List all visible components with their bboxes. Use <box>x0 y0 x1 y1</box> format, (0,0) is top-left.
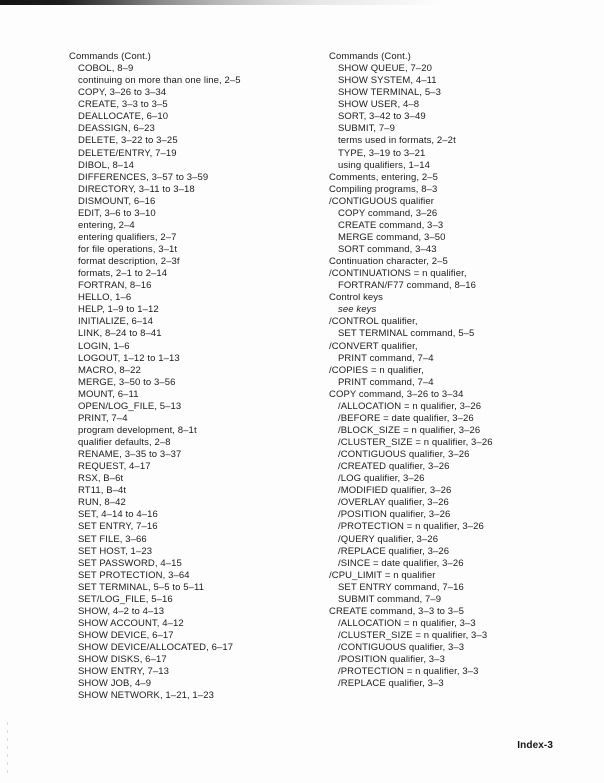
index-entry: /POSITION qualifier, 3–26 <box>338 509 451 521</box>
index-entry: /ALLOCATION = n qualifier, 3–26 <box>338 400 482 412</box>
index-entry: INITIALIZE, 6–14 <box>78 316 153 328</box>
index-entry: /COPIES = n qualifier, <box>329 364 424 376</box>
index-entry: /CLUSTER_SIZE = n qualifier, 3–26 <box>338 437 493 448</box>
index-entry: EDIT, 3–6 to 3–10 <box>78 207 156 219</box>
index-entry: DISMOUNT, 6–16 <box>78 195 156 207</box>
index-entry: SUBMIT command, 7–9 <box>338 593 442 605</box>
index-entry: CREATE, 3–3 to 3–5 <box>78 99 168 111</box>
index-entry: SHOW, 4–2 to 4–13 <box>78 605 165 617</box>
index-entry: SHOW TERMINAL, 5–3 <box>338 87 441 99</box>
index-entry: DIFFERENCES, 3–57 to 3–59 <box>78 171 209 183</box>
index-entry: /CLUSTER_SIZE = n qualifier, 3–3 <box>338 630 488 641</box>
index-entry: /POSITION qualifier, 3–3 <box>338 654 445 666</box>
index-entry: TYPE, 3–19 to 3–21 <box>338 147 426 159</box>
index-entry: entering, 2–4 <box>78 219 135 231</box>
index-entry: DEASSIGN, 6–23 <box>78 123 155 135</box>
index-entry: using qualifiers, 1–14 <box>338 159 430 171</box>
index-entry: SHOW SYSTEM, 4–11 <box>338 75 437 87</box>
index-entry: CREATE command, 3–3 <box>338 219 444 231</box>
index-entry: /CONVERT qualifier, <box>329 340 418 352</box>
index-entry: RT11, B–4t <box>78 485 127 497</box>
index-entry: SHOW USER, 4–8 <box>338 99 420 111</box>
index-entry: Compiling programs, 8–3 <box>329 183 438 195</box>
index-entry: HELP, 1–9 to 1–12 <box>78 304 159 316</box>
index-entry: SHOW JOB, 4–9 <box>78 678 152 690</box>
index-entry: PRINT, 7–4 <box>78 412 128 424</box>
index-entry: entering qualifiers, 2–7 <box>78 231 177 243</box>
index-entry: SUBMIT, 7–9 <box>338 123 396 135</box>
index-entry: /CONTIGUOUS qualifier, 3–3 <box>338 642 465 654</box>
index-entry: SHOW DEVICE/ALLOCATED, 6–17 <box>78 642 234 654</box>
index-entry: /ALLOCATION = n qualifier, 3–3 <box>338 617 476 629</box>
index-entry: program development, 8–1t <box>78 424 197 436</box>
index-entry: MOUNT, 6–11 <box>78 388 139 400</box>
index-entry: SET HOST, 1–23 <box>78 545 153 557</box>
index-entry: HELLO, 1–6 <box>78 292 132 304</box>
index-entry: Commands (Cont.) <box>69 51 151 62</box>
index-entry: SET TERMINAL, 5–5 to 5–11 <box>78 581 205 593</box>
index-entry: MERGE, 3–50 to 3–56 <box>78 376 176 388</box>
index-entry: /REPLACE qualifier, 3–26 <box>338 545 450 557</box>
index-entry: SORT, 3–42 to 3–49 <box>338 111 426 123</box>
index-entry: PRINT command, 7–4 <box>338 352 434 364</box>
index-entry: SHOW NETWORK, 1–21, 1–23 <box>78 690 214 702</box>
index-entry: COPY command, 3–26 to 3–34 <box>329 388 464 400</box>
index-entry: CREATE command, 3–3 to 3–5 <box>329 605 464 617</box>
index-entry: SET PASSWORD, 4–15 <box>78 557 182 569</box>
index-entry: LINK, 8–24 to 8–41 <box>78 328 162 340</box>
index-entry: /CREATED qualifier, 3–26 <box>338 461 450 473</box>
index-entry: /CONTROL qualifier, <box>329 316 418 328</box>
index-entry: RSX, B–6t <box>78 473 124 485</box>
index-entry: /SINCE = date qualifier, 3–26 <box>338 557 464 569</box>
index-entry: SHOW QUEUE, 7–20 <box>338 63 432 75</box>
index-entry: RUN, 8–42 <box>78 497 126 509</box>
index-entry: SET TERMINAL command, 5–5 <box>338 328 475 340</box>
index-entry: DELETE, 3–22 to 3–25 <box>78 135 178 147</box>
index-entry: SHOW DISKS, 6–17 <box>78 654 167 666</box>
index-entry: SHOW ENTRY, 7–13 <box>78 666 170 678</box>
index-entry: PRINT command, 7–4 <box>338 376 434 388</box>
index-entry: continuing on more than one line, 2–5 <box>78 75 241 87</box>
index-entry: /CONTIGUOUS qualifier <box>329 195 435 207</box>
index-entry: DIBOL, 8–14 <box>78 159 135 171</box>
index-entry: Commands (Cont.) <box>329 51 411 62</box>
index-entry: see keys <box>338 304 377 316</box>
index-entry: /PROTECTION = n qualifier, 3–3 <box>338 666 479 678</box>
index-entry: LOGIN, 1–6 <box>78 340 130 352</box>
index-entry: /PROTECTION = n qualifier, 3–26 <box>338 521 484 533</box>
index-entry: /MODIFIED qualifier, 3–26 <box>338 485 452 497</box>
index-entry: formats, 2–1 to 2–14 <box>78 268 168 280</box>
index-entry: SET FILE, 3–66 <box>78 533 147 545</box>
index-entry: /QUERY qualifier, 3–26 <box>338 533 439 545</box>
index-entry: format description, 2–3f <box>78 256 180 268</box>
index-entry: Control keys <box>329 292 383 304</box>
index-entry: /OVERLAY qualifier, 3–26 <box>338 497 449 509</box>
index-entry: MERGE command, 3–50 <box>338 231 446 243</box>
index-entry: COPY, 3–26 to 3–34 <box>78 87 167 99</box>
index-entry: OPEN/LOG_FILE, 5–13 <box>78 400 182 412</box>
index-entry: RENAME, 3–35 to 3–37 <box>78 449 182 461</box>
index-entry: SET PROTECTION, 3–64 <box>78 569 190 581</box>
index-entry: /BLOCK_SIZE = n qualifier, 3–26 <box>338 424 481 436</box>
index-entry: MACRO, 8–22 <box>78 364 141 376</box>
index-entry: SHOW ACCOUNT, 4–12 <box>78 617 184 629</box>
index-entry: DELETE/ENTRY, 7–19 <box>78 147 177 159</box>
index-entry: SET/LOG_FILE, 5–16 <box>78 593 173 605</box>
index-entry: /LOG qualifier, 3–26 <box>338 473 425 485</box>
index-entry: DEALLOCATE, 6–10 <box>78 111 169 123</box>
index-entry: qualifier defaults, 2–8 <box>78 437 171 448</box>
index-entry: COBOL, 8–9 <box>78 63 134 75</box>
index-entry: SET ENTRY, 7–16 <box>78 521 158 533</box>
index-entry: LOGOUT, 1–12 to 1–13 <box>78 352 180 364</box>
index-entry: /BEFORE = date qualifier, 3–26 <box>338 412 474 424</box>
index-entry: COPY command, 3–26 <box>338 207 438 219</box>
index-entry: SORT command, 3–43 <box>338 244 437 255</box>
index-entry: SET ENTRY command, 7–16 <box>338 581 464 593</box>
index-entry: /CONTINUATIONS = n qualifier, <box>329 268 467 280</box>
scan-artifact-left-edge <box>7 722 8 777</box>
index-entry: for file operations, 3–1t <box>78 244 178 255</box>
index-entry: /CPU_LIMIT = n qualifier <box>329 569 436 581</box>
index-entry: DIRECTORY, 3–11 to 3–18 <box>78 183 195 195</box>
index-entry: Comments, entering, 2–5 <box>329 171 438 183</box>
index-column-right <box>329 51 585 690</box>
scan-artifact-top <box>0 0 445 5</box>
index-column-left <box>69 51 325 702</box>
index-entry: /CONTIGUOUS qualifier, 3–26 <box>338 449 470 461</box>
index-entry: terms used in formats, 2–2t <box>338 135 456 147</box>
index-entry: Continuation character, 2–5 <box>329 256 448 268</box>
page-number: Index-3 <box>517 740 553 751</box>
index-entry: FORTRAN/F77 command, 8–16 <box>338 280 477 292</box>
index-entry: SET, 4–14 to 4–16 <box>78 509 158 521</box>
index-entry: /REPLACE qualifier, 3–3 <box>338 678 444 690</box>
index-entry: FORTRAN, 8–16 <box>78 280 152 292</box>
index-entry: REQUEST, 4–17 <box>78 461 151 473</box>
index-entry: SHOW DEVICE, 6–17 <box>78 630 174 641</box>
